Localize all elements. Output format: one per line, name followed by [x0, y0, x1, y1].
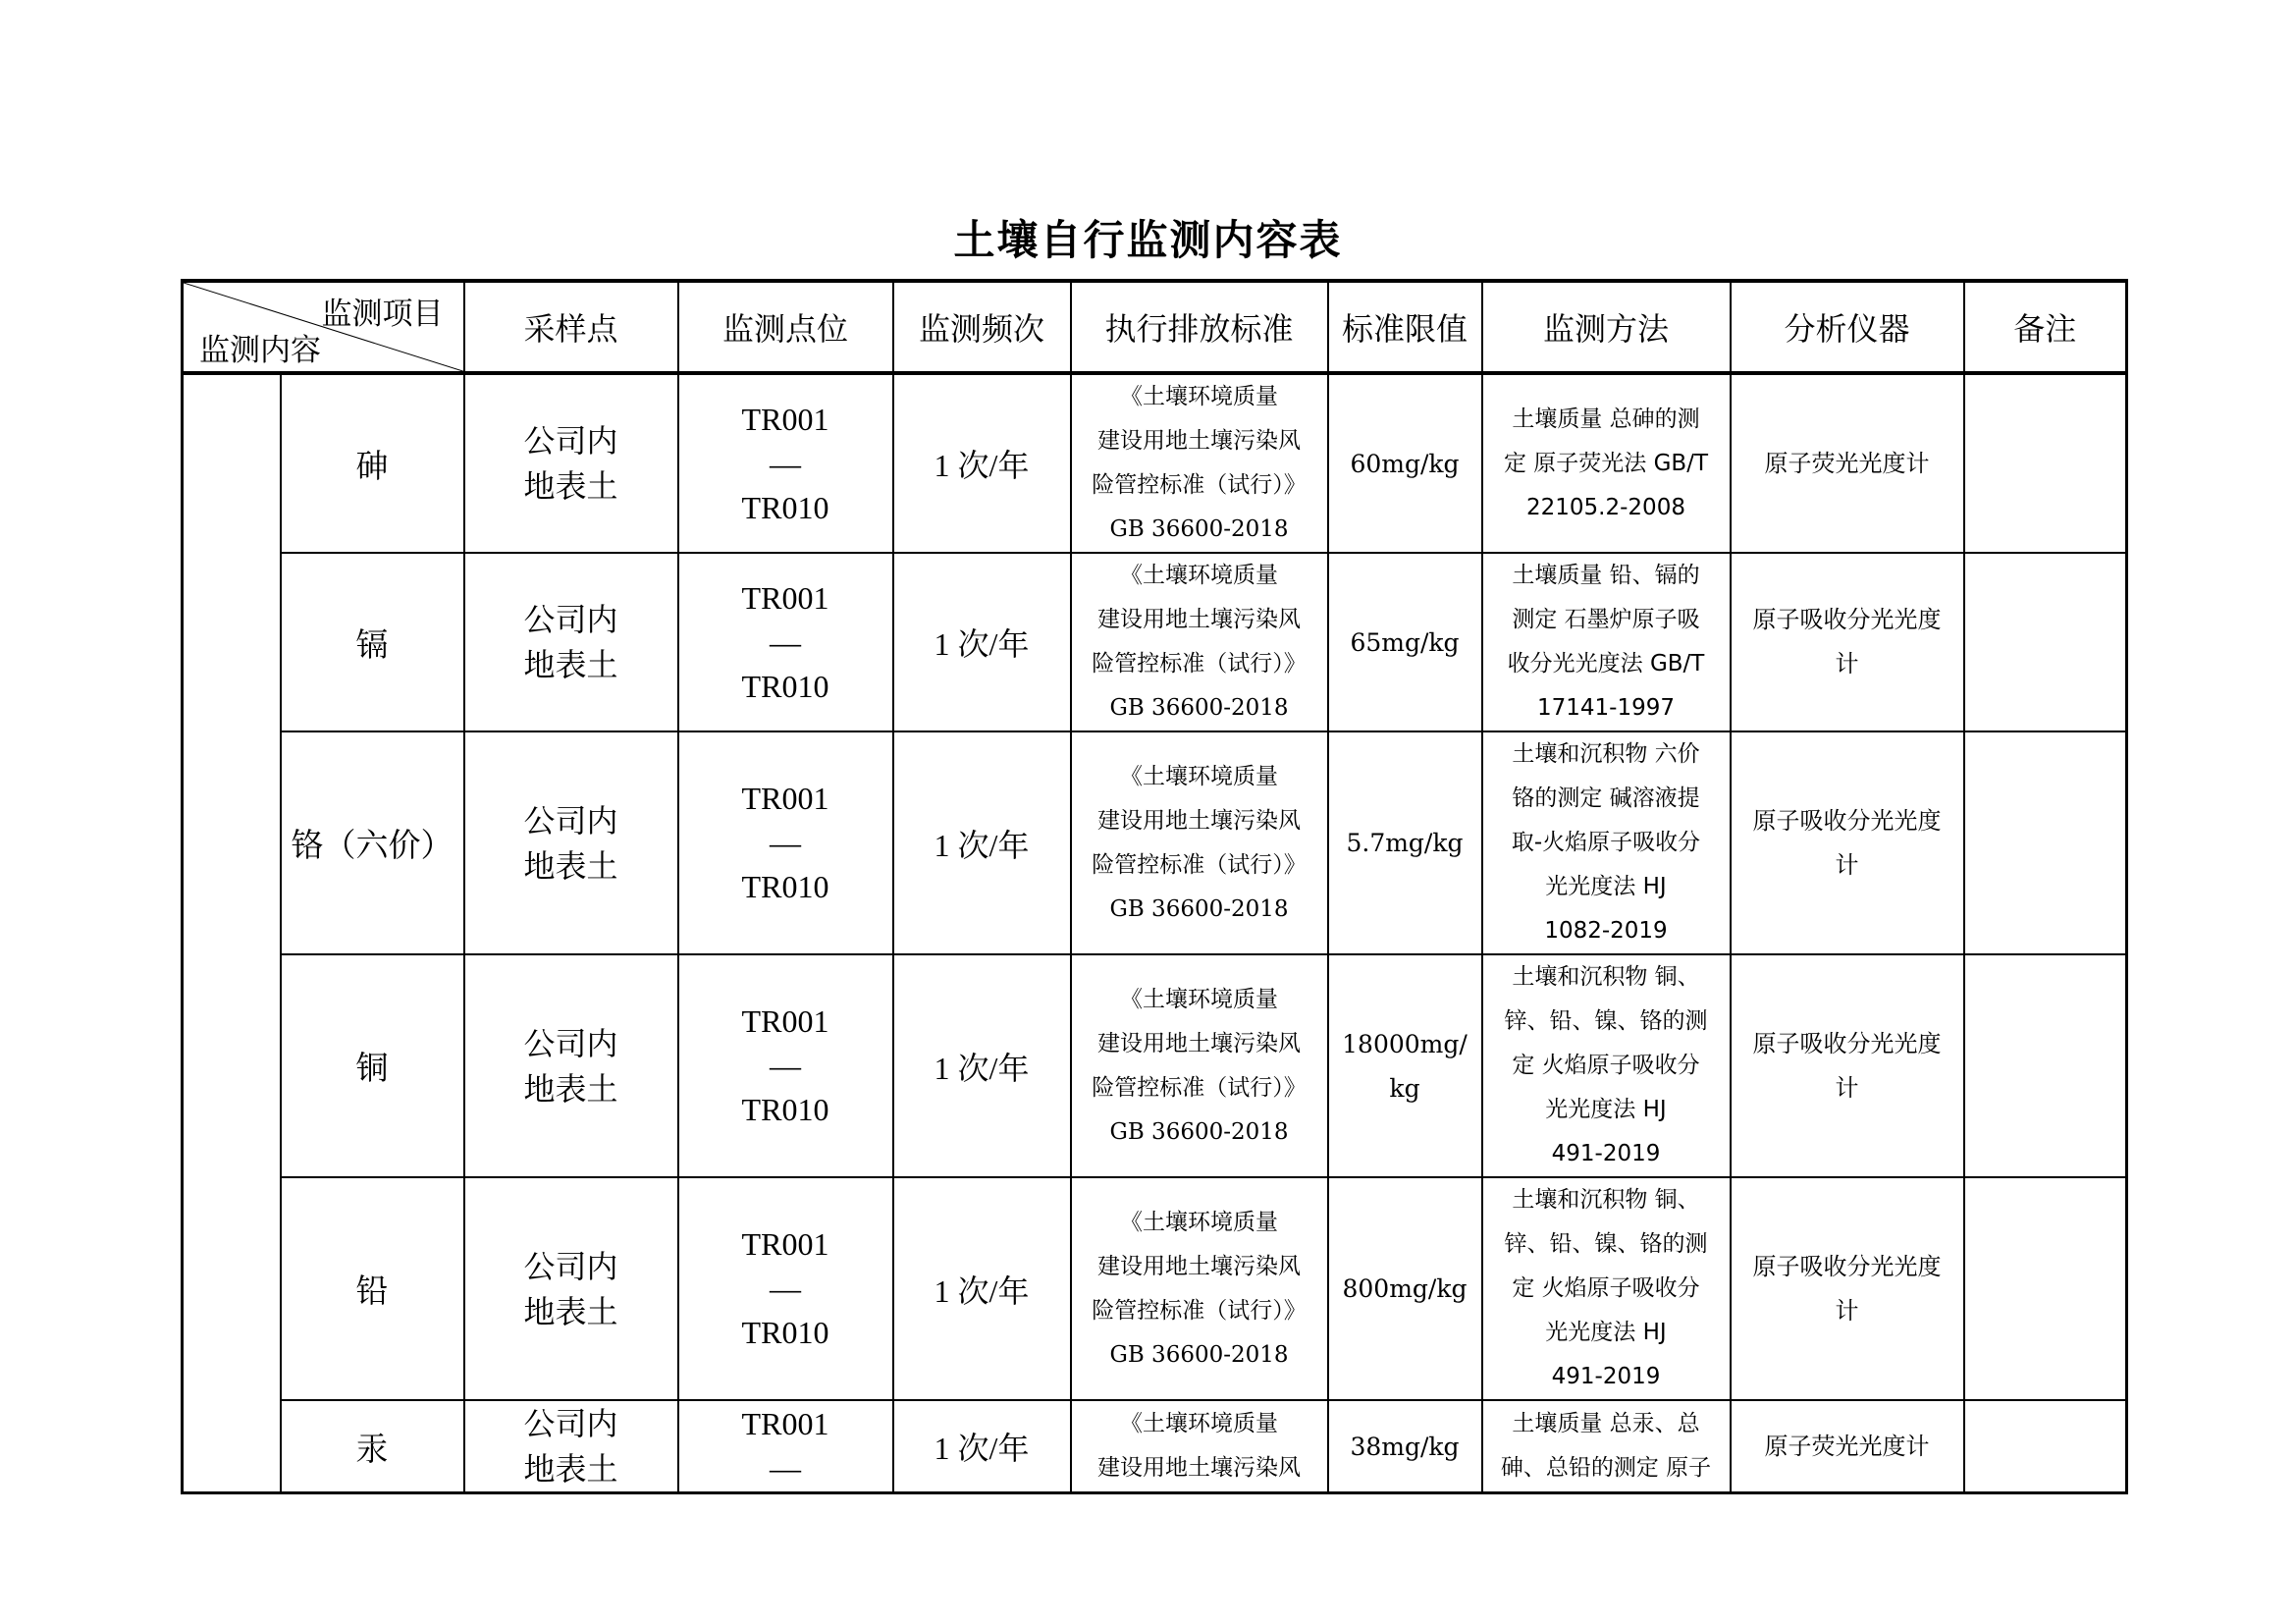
diagonal-header-cell [183, 281, 464, 373]
note-cell [1964, 731, 2127, 954]
points-cell: TR001 — TR010 [678, 373, 893, 553]
instrument-cell: 原子吸收分光光度 计 [1731, 1177, 1964, 1400]
method-cell: 土壤和沉积物 铜、 锌、铅、镍、铬的测 定 火焰原子吸收分 光光度法 HJ 491-2019 [1482, 1177, 1731, 1400]
location-cell: 公司内 地表土 [464, 954, 678, 1177]
points-cell: TR001 — [678, 1400, 893, 1493]
table-row [183, 731, 2127, 954]
table-row [183, 1177, 2127, 1400]
method-cell: 土壤质量 总汞、总 砷、总铅的测定 原子 [1482, 1400, 1731, 1493]
note-cell [1964, 373, 2127, 553]
note-cell [1964, 1400, 2127, 1493]
standard-cell: 《土壤环境质量 建设用地土壤污染风 [1071, 1400, 1328, 1493]
header-row [183, 281, 2127, 373]
location-cell: 公司内 地表土 [464, 553, 678, 731]
table-row [183, 954, 2127, 1177]
standard-cell: 《土壤环境质量 建设用地土壤污染风 险管控标准（试行）》 GB 36600-2018 [1071, 1177, 1328, 1400]
limit-cell: 65mg/kg [1328, 553, 1482, 731]
note-cell [1964, 553, 2127, 731]
col-header-standard: 执行排放标准 [1071, 281, 1328, 373]
limit-cell: 60mg/kg [1328, 373, 1482, 553]
frequency-cell: 1 次/年 [893, 731, 1071, 954]
col-header-frequency: 监测频次 [893, 281, 1071, 373]
table-row [183, 553, 2127, 731]
method-cell: 土壤和沉积物 六价 铬的测定 碱溶液提 取-火焰原子吸收分 光光度法 HJ 1082-2019 [1482, 731, 1731, 954]
item-cell: 汞 [281, 1400, 464, 1493]
location-cell: 公司内 地表土 [464, 1400, 678, 1493]
location-cell: 公司内 地表土 [464, 1177, 678, 1400]
page-title: 土壤自行监测内容表 [953, 216, 1343, 264]
instrument-cell: 原子荧光光度计 [1731, 1400, 1964, 1493]
item-cell: 铬（六价） [281, 731, 464, 954]
limit-cell: 800mg/kg [1328, 1177, 1482, 1400]
note-cell [1964, 954, 2127, 1177]
points-cell: TR001 — TR010 [678, 954, 893, 1177]
instrument-cell: 原子吸收分光光度 计 [1731, 553, 1964, 731]
points-cell: TR001 — TR010 [678, 553, 893, 731]
item-cell: 砷 [281, 373, 464, 553]
merged-category-cell [183, 373, 281, 1493]
standard-cell: 《土壤环境质量 建设用地土壤污染风 险管控标准（试行）》 GB 36600-2018 [1071, 954, 1328, 1177]
standard-cell: 《土壤环境质量 建设用地土壤污染风 险管控标准（试行）》 GB 36600-2018 [1071, 731, 1328, 954]
method-cell: 土壤质量 铅、镉的 测定 石墨炉原子吸 收分光光度法 GB/T 17141-1997 [1482, 553, 1731, 731]
diag-top-label: 监测项目 [321, 297, 444, 332]
method-cell: 土壤和沉积物 铜、 锌、铅、镍、铬的测 定 火焰原子吸收分 光光度法 HJ 491-2019 [1482, 954, 1731, 1177]
limit-cell: 18000mg/ kg [1328, 954, 1482, 1177]
frequency-cell: 1 次/年 [893, 373, 1071, 553]
frequency-cell: 1 次/年 [893, 1400, 1071, 1493]
location-cell: 公司内 地表土 [464, 373, 678, 553]
frequency-cell: 1 次/年 [893, 954, 1071, 1177]
item-cell: 镉 [281, 553, 464, 731]
frequency-cell: 1 次/年 [893, 1177, 1071, 1400]
col-header-points: 监测点位 [678, 281, 893, 373]
points-cell: TR001 — TR010 [678, 731, 893, 954]
note-cell [1964, 1177, 2127, 1400]
standard-cell: 《土壤环境质量 建设用地土壤污染风 险管控标准（试行）》 GB 36600-2018 [1071, 553, 1328, 731]
standard-cell: 《土壤环境质量 建设用地土壤污染风 险管控标准（试行）》 GB 36600-2018 [1071, 373, 1328, 553]
monitoring-table [181, 279, 2128, 1494]
col-header-instrument: 分析仪器 [1731, 281, 1964, 373]
item-cell: 铜 [281, 954, 464, 1177]
limit-cell: 5.7mg/kg [1328, 731, 1482, 954]
location-cell: 公司内 地表土 [464, 731, 678, 954]
method-cell: 土壤质量 总砷的测 定 原子荧光法 GB/T 22105.2-2008 [1482, 373, 1731, 553]
col-header-limit: 标准限值 [1328, 281, 1482, 373]
item-cell: 铅 [281, 1177, 464, 1400]
instrument-cell: 原子荧光光度计 [1731, 373, 1964, 553]
points-cell: TR001 — TR010 [678, 1177, 893, 1400]
table-row [183, 373, 2127, 553]
frequency-cell: 1 次/年 [893, 553, 1071, 731]
col-header-note: 备注 [1964, 281, 2127, 373]
col-header-location: 采样点 [464, 281, 678, 373]
table-row [183, 1400, 2127, 1493]
col-header-method: 监测方法 [1482, 281, 1731, 373]
instrument-cell: 原子吸收分光光度 计 [1731, 731, 1964, 954]
diag-bottom-label: 监测内容 [199, 333, 321, 368]
instrument-cell: 原子吸收分光光度 计 [1731, 954, 1964, 1177]
limit-cell: 38mg/kg [1328, 1400, 1482, 1493]
